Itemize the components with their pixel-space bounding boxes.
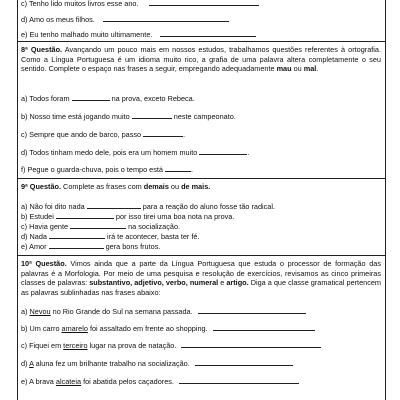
q8-item-a [21, 94, 195, 103]
underlined-word: amarelo [61, 324, 88, 333]
q9-label: 9ª Questão. [21, 182, 62, 191]
answer-blank[interactable] [103, 15, 229, 22]
item-prefix: d) Nada [21, 232, 49, 241]
item-prefix: d) Todos tinham medo dele, pois era um homem muito [21, 148, 200, 157]
answer-blank[interactable] [132, 112, 172, 119]
item-prefix: b) Um carro [21, 324, 62, 333]
q9-word-de-mais: de mais. [181, 182, 211, 191]
answer-blank[interactable] [149, 0, 259, 6]
q10-item-a [21, 307, 306, 316]
answer-blank[interactable] [160, 30, 256, 37]
q8-intro-text: Avançando um pouco mais em nossos estudos, trabalhamos questões referentes à ortografia. Como a Língua Portuguesa é um idioma muito rico, a grafia de uma palavra altera completamente o seu sentido. Complete o espaço nas frases a seguir, empregando adequadamente [21, 45, 381, 73]
item-text: d) Amo os meus filhos. [21, 15, 95, 24]
answer-blank[interactable] [143, 130, 186, 139]
q9-connector: ou [168, 182, 182, 191]
item-suffix: na prova, exceto Rebeca. [109, 94, 195, 103]
item-prefix: d) [21, 359, 30, 368]
underlined-word: terceiro [63, 341, 88, 350]
answer-blank[interactable] [49, 242, 104, 249]
item-prefix: a) Não foi dito nada [21, 202, 87, 211]
answer-blank[interactable] [165, 165, 194, 174]
item-suffix: . [191, 165, 194, 174]
q9-word-demais: demais [143, 182, 169, 191]
item-suffix: . [247, 148, 250, 157]
section-divider [17, 178, 386, 179]
item-suffix: no Rio Grande do Sul na semana passada. [50, 307, 193, 316]
q7-item-c [21, 0, 259, 8]
q9-item-e [21, 242, 160, 251]
q9-item-d [21, 232, 200, 241]
underlined-word: alcateia [55, 377, 82, 386]
answer-blank[interactable] [72, 94, 110, 101]
item-text: c) Tenho lido muitos livros esse ano. [21, 0, 139, 8]
q10-connector: e [218, 278, 227, 287]
answer-blank[interactable] [70, 222, 126, 229]
q8-intro [21, 45, 381, 74]
q9-item-b [21, 212, 234, 221]
q10-label: 10ª Questão. [21, 259, 67, 268]
answer-blank[interactable] [179, 377, 299, 384]
q8-item-b [21, 112, 236, 121]
item-suffix: . [183, 130, 186, 139]
item-suffix: gera bons frutos. [103, 242, 161, 251]
q9-intro-text: Complete as frases com [61, 182, 144, 191]
q8-item-c [21, 130, 185, 139]
q10-item-b [21, 324, 315, 333]
answer-blank[interactable] [56, 212, 114, 219]
q10-item-c [21, 341, 321, 350]
q9-item-a [21, 202, 275, 211]
item-prefix: c) Sempre que ando de barco, passo [21, 130, 144, 139]
answer-blank[interactable] [199, 148, 250, 157]
item-prefix: a) [21, 307, 30, 316]
item-prefix: f) Pegue o guarda-chuva, pois o tempo está [21, 165, 165, 174]
q8-word-mal: mal [303, 64, 317, 73]
q10-word-artigo: artigo. [226, 278, 249, 287]
item-prefix: c) Fiquei em [21, 341, 64, 350]
item-suffix: foi assaltado em frente ao shopping. [87, 324, 208, 333]
q8-label: 8ª Questão. [21, 45, 63, 54]
item-text: e) Eu tenho malhado muito ultimamente. [21, 30, 153, 39]
underlined-word: A [29, 359, 34, 368]
item-suffix: na socialização. [126, 222, 181, 231]
answer-blank[interactable] [213, 324, 315, 331]
item-suffix: foi abatida pelos caçadores. [81, 377, 174, 386]
item-prefix: b) Estudei [21, 212, 56, 221]
q8-intro-end: . [316, 64, 319, 73]
item-suffix: aluna fez um brilhante trabalho na socialização. [33, 359, 190, 368]
q8-item-f [21, 165, 193, 174]
q8-item-d [21, 148, 249, 157]
item-suffix: para a reação do aluno fosse tão radical. [140, 202, 275, 211]
q10-intro-text: Vimos ainda que a parte da Língua Portuguesa que estuda o processor de formação das palavras é a Morfologia. Por meio de uma pesquisa e resolução de exercícios, revisamos as cinco primeiras classes de palavras: [21, 259, 381, 287]
item-prefix: e) Amor [21, 242, 49, 251]
answer-blank[interactable] [87, 202, 141, 209]
q10-word-classes: substantivo, adjetivo, verbo, numeral [89, 278, 219, 287]
q9-intro [21, 182, 210, 191]
q9-item-c [21, 222, 180, 231]
answer-blank[interactable] [181, 341, 321, 348]
q8-word-mau: mau [276, 64, 292, 73]
q10-item-e [21, 377, 299, 386]
q8-connector: ou [291, 64, 304, 73]
q10-intro [21, 259, 381, 297]
q10-intro-end: Diga a que classe gramatical pertencem as palavras sublinhadas nas frases abaixo: [21, 278, 381, 297]
q10-item-d [21, 359, 293, 368]
item-prefix: a) Todos foram [21, 94, 72, 103]
answer-blank[interactable] [49, 232, 105, 239]
answer-blank[interactable] [195, 359, 293, 366]
item-prefix: c) Havia gente [21, 222, 71, 231]
item-prefix: e) A brava [21, 377, 56, 386]
answer-blank[interactable] [198, 307, 306, 314]
q7-item-e [21, 30, 256, 39]
item-suffix: irá te acontecer, basta ter fé. [105, 232, 200, 241]
q7-item-d [21, 15, 229, 24]
item-suffix: neste campeonato. [171, 112, 236, 121]
item-suffix: por isso tirei uma boa nota na prova. [113, 212, 235, 221]
item-suffix: lugar na prova de natação. [87, 341, 177, 350]
section-divider [17, 41, 386, 42]
section-divider [17, 255, 386, 256]
underlined-word: Nevou [29, 307, 51, 316]
item-prefix: b) Nosso time está jogando muito [21, 112, 132, 121]
